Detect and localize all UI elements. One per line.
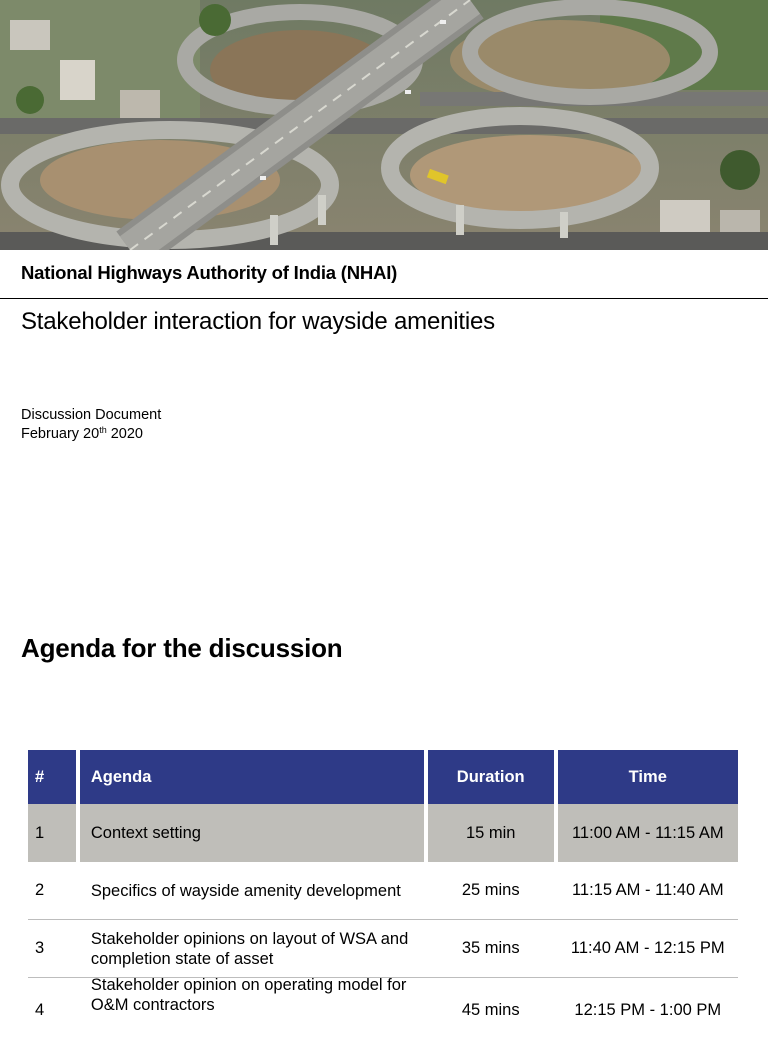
header-agenda: Agenda — [80, 750, 424, 804]
table-header-row — [28, 750, 738, 804]
document-type: Discussion Document — [21, 407, 162, 423]
interchange-illustration — [0, 0, 768, 250]
row-duration: 45 mins — [461, 1001, 520, 1019]
row-agenda: Context setting — [80, 804, 424, 862]
row-duration: 15 min — [428, 804, 554, 862]
row-agenda: Specifics of wayside amenity development — [90, 881, 401, 900]
table-row — [28, 862, 738, 920]
row-agenda: Stakeholder opinion on operating model for O&M contractors — [90, 976, 407, 1014]
row-time: 11:40 AM - 12:15 PM — [570, 939, 725, 957]
date-year: 2020 — [110, 426, 143, 442]
agenda-heading: Agenda for the discussion — [21, 633, 343, 663]
hero-photo — [0, 0, 768, 250]
document-meta — [21, 406, 161, 444]
organization-name: National Highways Authority of India (NHAI) — [21, 262, 398, 283]
row-time: 11:15 AM - 11:40 AM — [571, 881, 724, 899]
date-prefix: February 20 — [21, 426, 100, 442]
table-row — [28, 804, 738, 862]
table-row — [28, 920, 738, 978]
row-num: 4 — [35, 1001, 45, 1019]
row-time: 11:00 AM - 11:15 AM — [558, 804, 738, 862]
row-num: 2 — [35, 881, 45, 899]
header-duration: Duration — [428, 750, 554, 804]
row-time: 12:15 PM - 1:00 PM — [574, 1001, 722, 1019]
row-num: 3 — [35, 939, 45, 957]
table-row — [28, 978, 738, 1038]
agenda-table — [28, 750, 738, 1038]
row-duration: 35 mins — [461, 939, 520, 957]
date-suffix: th — [99, 425, 107, 435]
document-title: Stakeholder interaction for wayside amenities — [21, 308, 495, 335]
document-date — [21, 425, 161, 444]
header-time: Time — [558, 750, 738, 804]
row-num: 1 — [28, 804, 76, 862]
row-agenda: Stakeholder opinions on layout of WSA and completion state of asset — [90, 929, 409, 968]
header-num: # — [28, 750, 76, 804]
row-duration: 25 mins — [461, 881, 520, 899]
header-divider — [0, 298, 768, 299]
